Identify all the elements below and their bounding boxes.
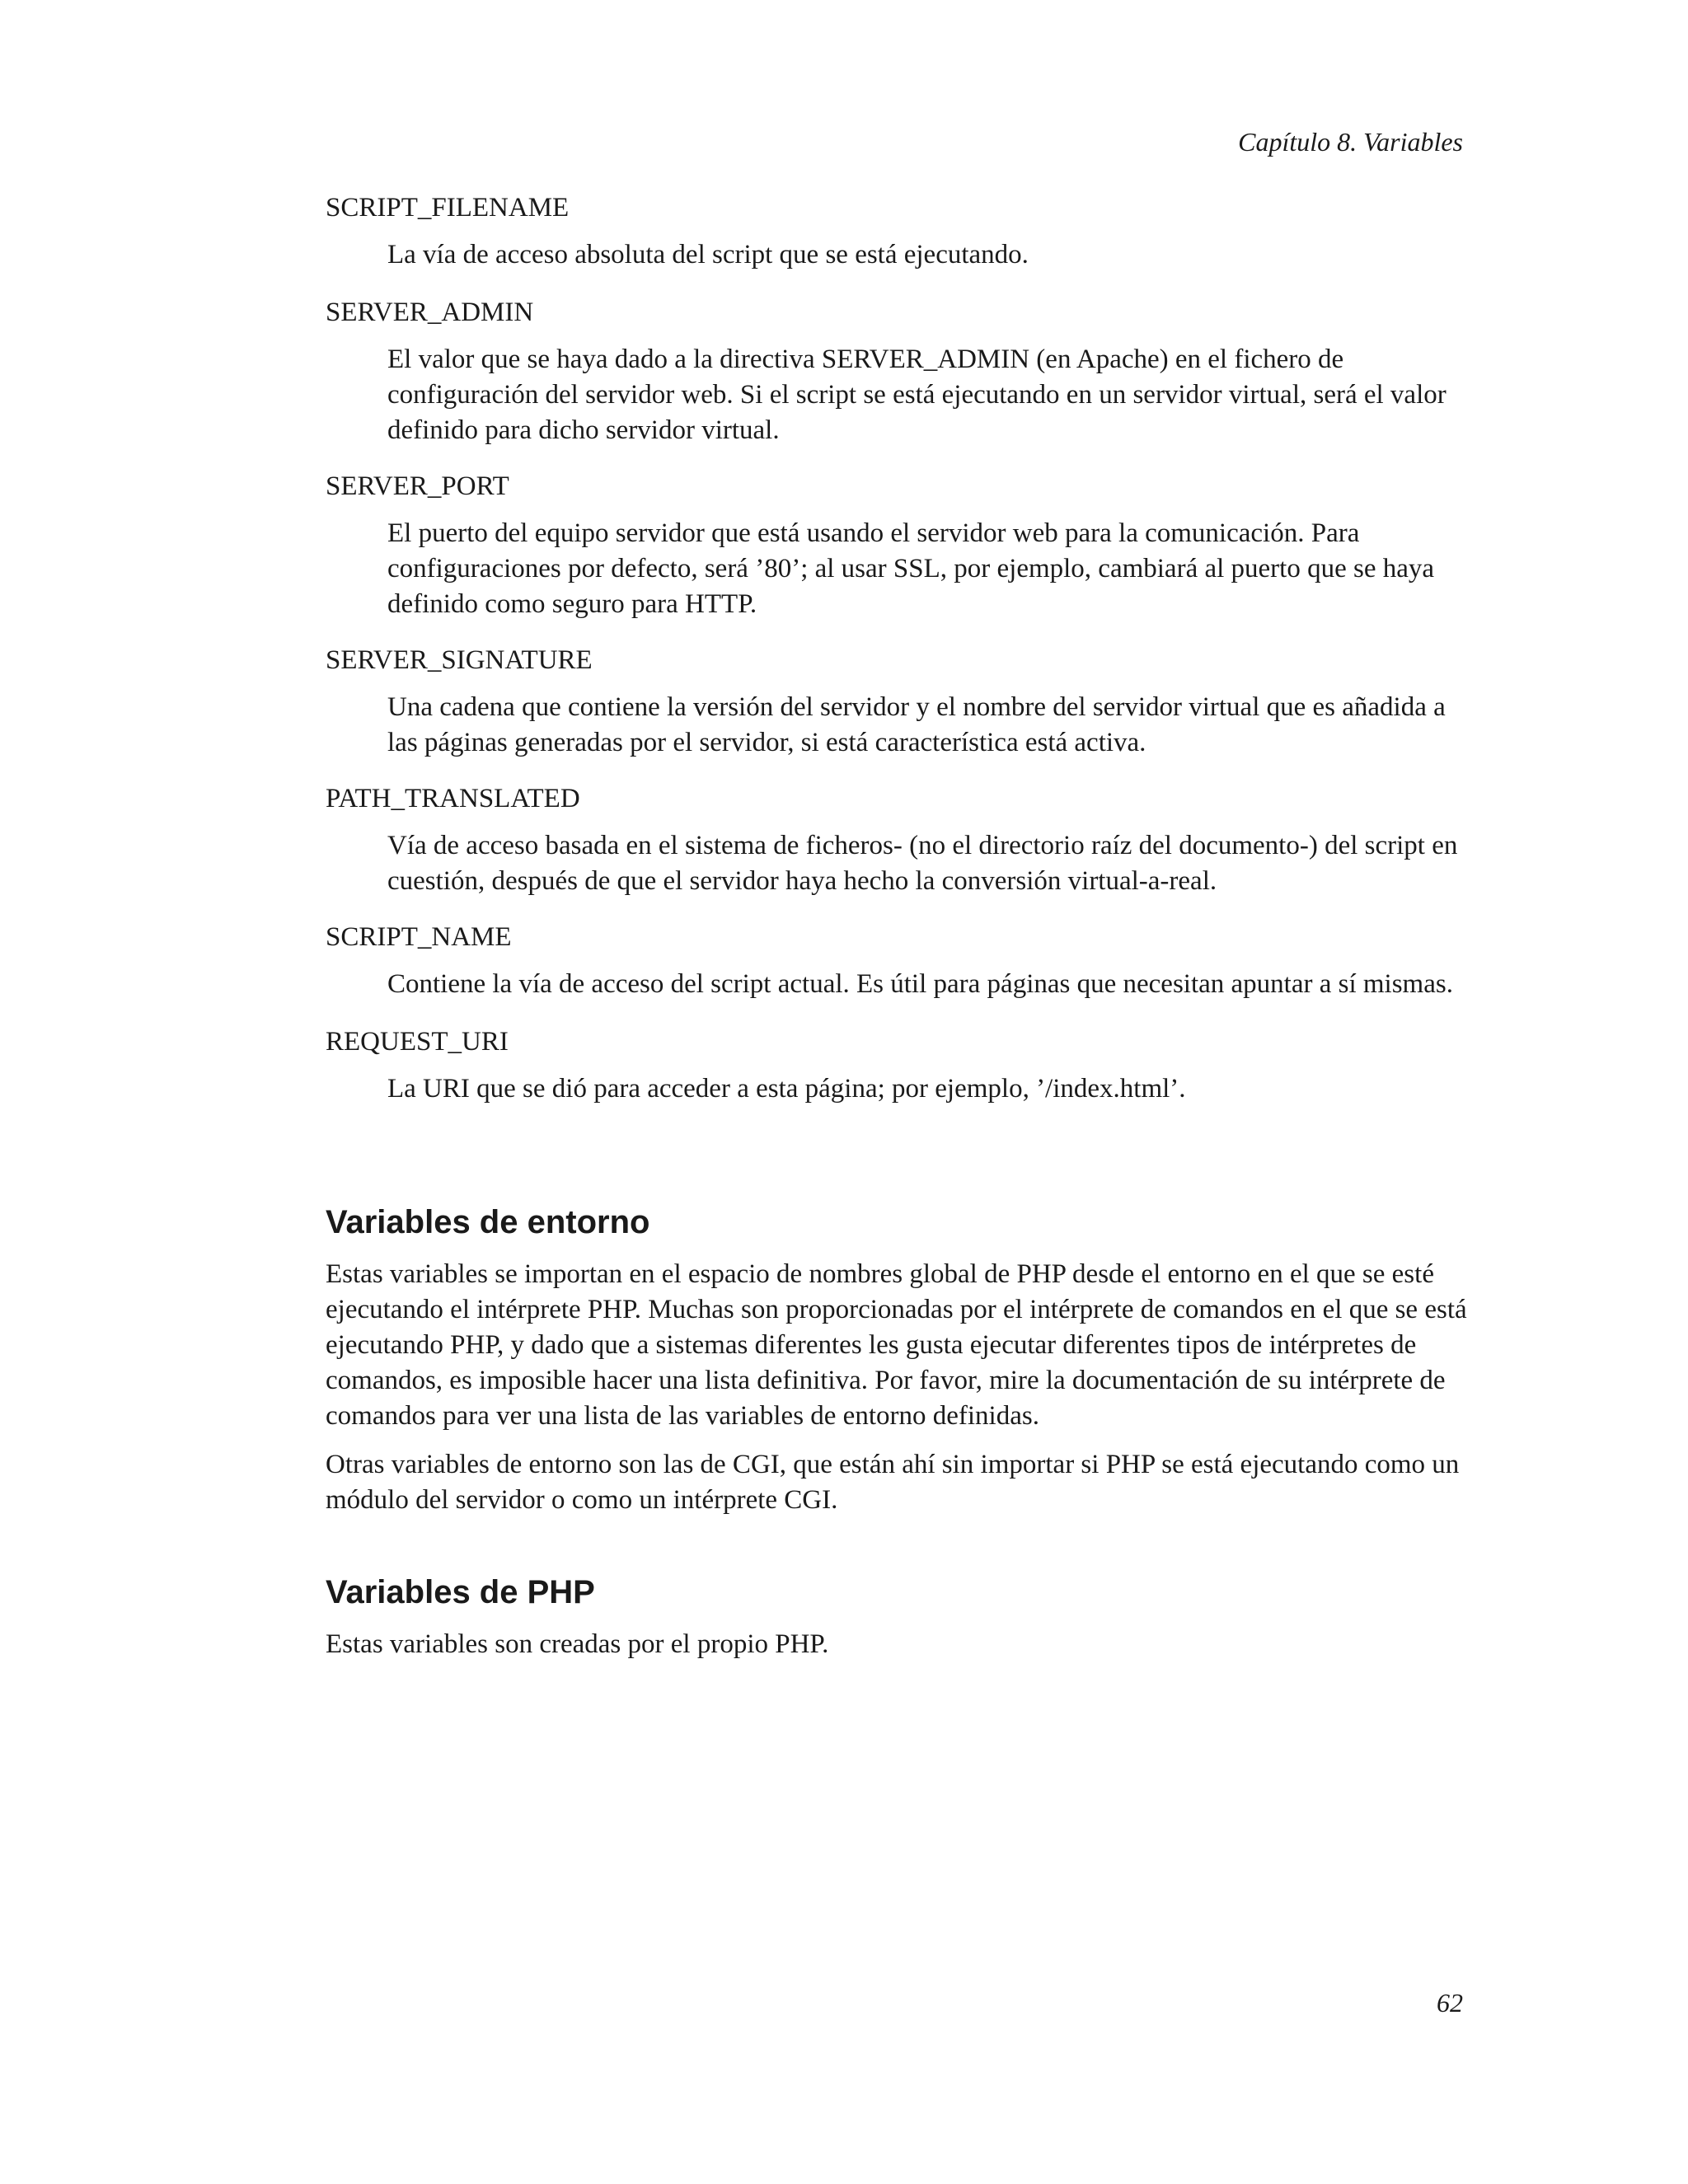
definition-term: SERVER_ADMIN [326, 298, 534, 327]
definition-term: SCRIPT_FILENAME [326, 193, 570, 223]
definition-item [326, 296, 1467, 448]
section-paragraph: Otras variables de entorno son las de CGI, que están ahí sin importar si PHP se está ejecutando como un módulo del servidor o como un intérprete CGI. [326, 1450, 1460, 1515]
definition-item [326, 470, 1467, 622]
definition-text: Vía de acceso basada en el sistema de ficheros- (no el directorio raíz del documento-) del script en cuestión, después de que el servidor haya hecho la conversión virtual-a-real. [387, 831, 1458, 896]
running-header: Capítulo 8. Variables [1238, 127, 1463, 157]
definition-text: El valor que se haya dado a la directiva SERVER_ADMIN (en Apache) en el fichero de configuración del servidor web. Si el script se está ejecutando en un servidor virtual, será el valor definido para dicho servidor virtual. [387, 344, 1447, 445]
definition-term: SERVER_SIGNATURE [326, 645, 593, 675]
definition-list [326, 191, 1467, 1107]
definition-term: PATH_TRANSLATED [326, 784, 580, 813]
definition-text: La vía de acceso absoluta del script que se está ejecutando. [387, 240, 1029, 269]
definition-term: REQUEST_URI [326, 1027, 509, 1057]
definition-text: El puerto del equipo servidor que está usando el servidor web para la comunicación. Para configuraciones por defecto, será ’80’; al usar SSL, por ejemplo, cambiará al puerto que se haya definido como seguro para HTTP. [387, 518, 1435, 619]
definition-text: Una cadena que contiene la versión del servidor y el nombre del servidor virtual que es añadida a las páginas generadas por el servidor, si está característica está activa. [387, 692, 1446, 757]
section-php-variables [326, 1572, 1467, 1662]
definition-text: Contiene la vía de acceso del script actual. Es útil para páginas que necesitan apuntar a sí mismas. [387, 969, 1453, 999]
definition-term: SCRIPT_NAME [326, 922, 512, 952]
definition-term: SERVER_PORT [326, 471, 509, 501]
section-environment-variables [326, 1202, 1467, 1518]
definition-item [326, 782, 1467, 899]
section-paragraph: Estas variables son creadas por el propio PHP. [326, 1629, 829, 1659]
page-content [326, 191, 1467, 1675]
definition-text: La URI que se dió para acceder a esta página; por ejemplo, ’/index.html’. [387, 1074, 1186, 1104]
section-heading: Variables de entorno [326, 1204, 650, 1240]
definition-item [326, 921, 1467, 1002]
definition-item [326, 191, 1467, 273]
section-heading: Variables de PHP [326, 1574, 595, 1610]
definition-item [326, 644, 1467, 761]
definition-item [326, 1025, 1467, 1107]
page-number: 62 [1437, 1988, 1463, 2018]
section-paragraph: Estas variables se importan en el espacio de nombres global de PHP desde el entorno en el que se esté ejecutando el intérprete PHP. Muchas son proporcionadas por el intérprete de comandos en el que se está ejecutando PHP, y dado que a sistemas diferentes les gusta ejecutar diferentes tipos de intérpretes de comandos, es imposible hacer una lista definitiva. Por favor, mire la documentación de su intérprete de comandos para ver una lista de las variables de entorno definidas. [326, 1259, 1467, 1431]
